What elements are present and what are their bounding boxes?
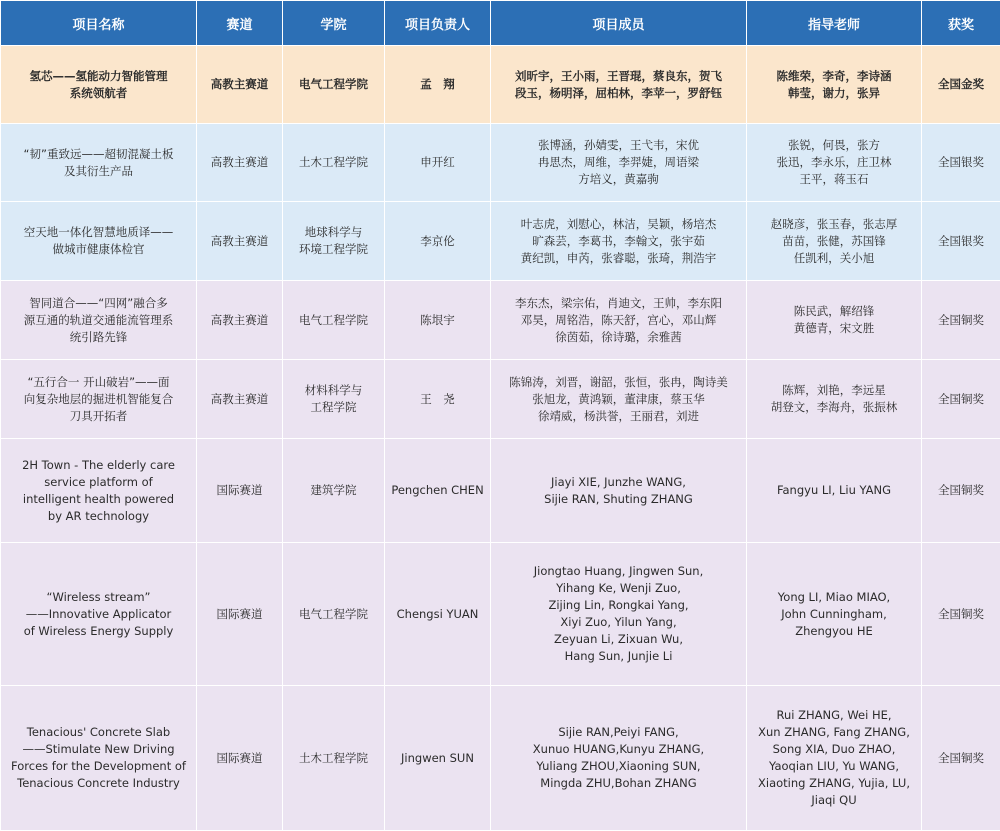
project-name-cell: 2H Town - The elderly care service platform of intelligent health powered by AR technology bbox=[1, 439, 197, 543]
members-cell: 叶志虎，刘慰心，林洁，吴颖，杨培杰 旷森芸，李葛书，李翰文，张宇茹 黄纪凯，申芮，张睿聪，张琦，荆浩宇 bbox=[491, 202, 747, 281]
advisors-cell: 陈辉，刘艳，李远星 胡登文，李海舟，张振林 bbox=[747, 360, 922, 439]
header-leader: 项目负责人 bbox=[385, 1, 491, 46]
project-name-cell: Tenacious' Concrete Slab ——Stimulate New Driving Forces for the Development of Tenacious Concrete Industry bbox=[1, 686, 197, 831]
table-row bbox=[1, 202, 1000, 281]
award-cell: 全国金奖 bbox=[922, 46, 1000, 124]
table-row bbox=[1, 543, 1000, 686]
header-members: 项目成员 bbox=[491, 1, 747, 46]
advisors-cell: 赵晓彦，张玉春，张志厚 苗苗，张健，苏国锋 任凯利，关小旭 bbox=[747, 202, 922, 281]
project-name-cell: “五行合一 开山破岩”——面 向复杂地层的掘进机智能复合 刀具开拓者 bbox=[1, 360, 197, 439]
college-cell: 建筑学院 bbox=[283, 439, 385, 543]
header-college: 学院 bbox=[283, 1, 385, 46]
advisors-cell: Fangyu LI, Liu YANG bbox=[747, 439, 922, 543]
project-name-cell: “韧”重致远——超韧混凝土板 及其衍生产品 bbox=[1, 124, 197, 202]
table-row bbox=[1, 686, 1000, 831]
project-name-cell: 空天地一体化智慧地质译—— 做城市健康体检官 bbox=[1, 202, 197, 281]
award-cell: 全国铜奖 bbox=[922, 360, 1000, 439]
members-cell: 张博涵，孙婧雯，王弋韦，宋优 冉思杰，周维，李羿婕，周语梁 方培义，黄嘉驹 bbox=[491, 124, 747, 202]
college-cell: 土木工程学院 bbox=[283, 124, 385, 202]
leader-cell: Jingwen SUN bbox=[385, 686, 491, 831]
track-cell: 高教主赛道 bbox=[197, 202, 283, 281]
advisors-cell: 陈维荣，李奇，李诗涵 韩莹，谢力，张异 bbox=[747, 46, 922, 124]
award-cell: 全国铜奖 bbox=[922, 281, 1000, 360]
leader-cell: 申开红 bbox=[385, 124, 491, 202]
award-cell: 全国铜奖 bbox=[922, 686, 1000, 831]
advisors-cell: 张锐，何畏，张方 张迅，李永乐，庄卫林 王平，蒋玉石 bbox=[747, 124, 922, 202]
track-cell: 高教主赛道 bbox=[197, 46, 283, 124]
track-cell: 高教主赛道 bbox=[197, 281, 283, 360]
award-cell: 全国铜奖 bbox=[922, 543, 1000, 686]
leader-cell: 李京伦 bbox=[385, 202, 491, 281]
members-cell: 刘昕宇，王小雨，王晋琨，蔡良东，贺飞 段玉，杨明泽，屈柏林，李苹一，罗舒钰 bbox=[491, 46, 747, 124]
award-cell: 全国银奖 bbox=[922, 202, 1000, 281]
college-cell: 电气工程学院 bbox=[283, 46, 385, 124]
college-cell: 材料科学与 工程学院 bbox=[283, 360, 385, 439]
project-name-cell: 智同道合——“四网”融合多 源互通的轨道交通能流管理系 统引路先锋 bbox=[1, 281, 197, 360]
college-cell: 地球科学与 环境工程学院 bbox=[283, 202, 385, 281]
track-cell: 高教主赛道 bbox=[197, 124, 283, 202]
project-name-cell: “Wireless stream” ——Innovative Applicator of Wireless Energy Supply bbox=[1, 543, 197, 686]
table-row bbox=[1, 46, 1000, 124]
members-cell: Jiongtao Huang, Jingwen Sun, Yihang Ke, Wenji Zuo, Zijing Lin, Rongkai Yang, Xiyi Zuo, Yilun Yang, Zeyuan Li, Zixuan Wu, Hang Sun, Junjie Li bbox=[491, 543, 747, 686]
advisors-cell: Rui ZHANG, Wei HE, Xun ZHANG, Fang ZHANG, Song XIA, Duo ZHAO, Yaoqian LIU, Yu WANG, Xiaoting ZHANG, Yujia, LU, Jiaqi QU bbox=[747, 686, 922, 831]
award-cell: 全国铜奖 bbox=[922, 439, 1000, 543]
header-track: 赛道 bbox=[197, 1, 283, 46]
leader-cell: 王 尧 bbox=[385, 360, 491, 439]
leader-cell: Chengsi YUAN bbox=[385, 543, 491, 686]
college-cell: 电气工程学院 bbox=[283, 281, 385, 360]
leader-cell: 陈垠宇 bbox=[385, 281, 491, 360]
track-cell: 国际赛道 bbox=[197, 543, 283, 686]
header-advisors: 指导老师 bbox=[747, 1, 922, 46]
table-row bbox=[1, 360, 1000, 439]
project-name-cell: 氢芯——氢能动力智能管理 系统领航者 bbox=[1, 46, 197, 124]
college-cell: 电气工程学院 bbox=[283, 543, 385, 686]
header-award: 获奖 bbox=[922, 1, 1000, 46]
members-cell: 陈锦涛，刘晋，谢韶，张恒，张冉，陶诗美 张旭龙，黄鸿颖，董津康，蔡玉华 徐靖威，杨洪誉，王丽君，刘进 bbox=[491, 360, 747, 439]
header-row bbox=[1, 1, 1000, 46]
table-row bbox=[1, 124, 1000, 202]
table-row bbox=[1, 281, 1000, 360]
header-project-name: 项目名称 bbox=[1, 1, 197, 46]
track-cell: 国际赛道 bbox=[197, 439, 283, 543]
table-row bbox=[1, 439, 1000, 543]
award-cell: 全国银奖 bbox=[922, 124, 1000, 202]
leader-cell: 孟 翔 bbox=[385, 46, 491, 124]
members-cell: Jiayi XIE, Junzhe WANG, Sijie RAN, Shuting ZHANG bbox=[491, 439, 747, 543]
college-cell: 土木工程学院 bbox=[283, 686, 385, 831]
advisors-cell: 陈民武，解绍锋 黄德青，宋文胜 bbox=[747, 281, 922, 360]
members-cell: 李东杰，梁宗佑，肖迪文，王帅，李东阳 邓昊，周铭浩，陈天舒，宫心，邓山辉 徐茵茹，徐诗璐，余雅茜 bbox=[491, 281, 747, 360]
track-cell: 高教主赛道 bbox=[197, 360, 283, 439]
leader-cell: Pengchen CHEN bbox=[385, 439, 491, 543]
advisors-cell: Yong LI, Miao MIAO, John Cunningham, Zhengyou HE bbox=[747, 543, 922, 686]
members-cell: Sijie RAN,Peiyi FANG, Xunuo HUANG,Kunyu ZHANG, Yuliang ZHOU,Xiaoning SUN, Mingda ZHU,Bohan ZHANG bbox=[491, 686, 747, 831]
track-cell: 国际赛道 bbox=[197, 686, 283, 831]
